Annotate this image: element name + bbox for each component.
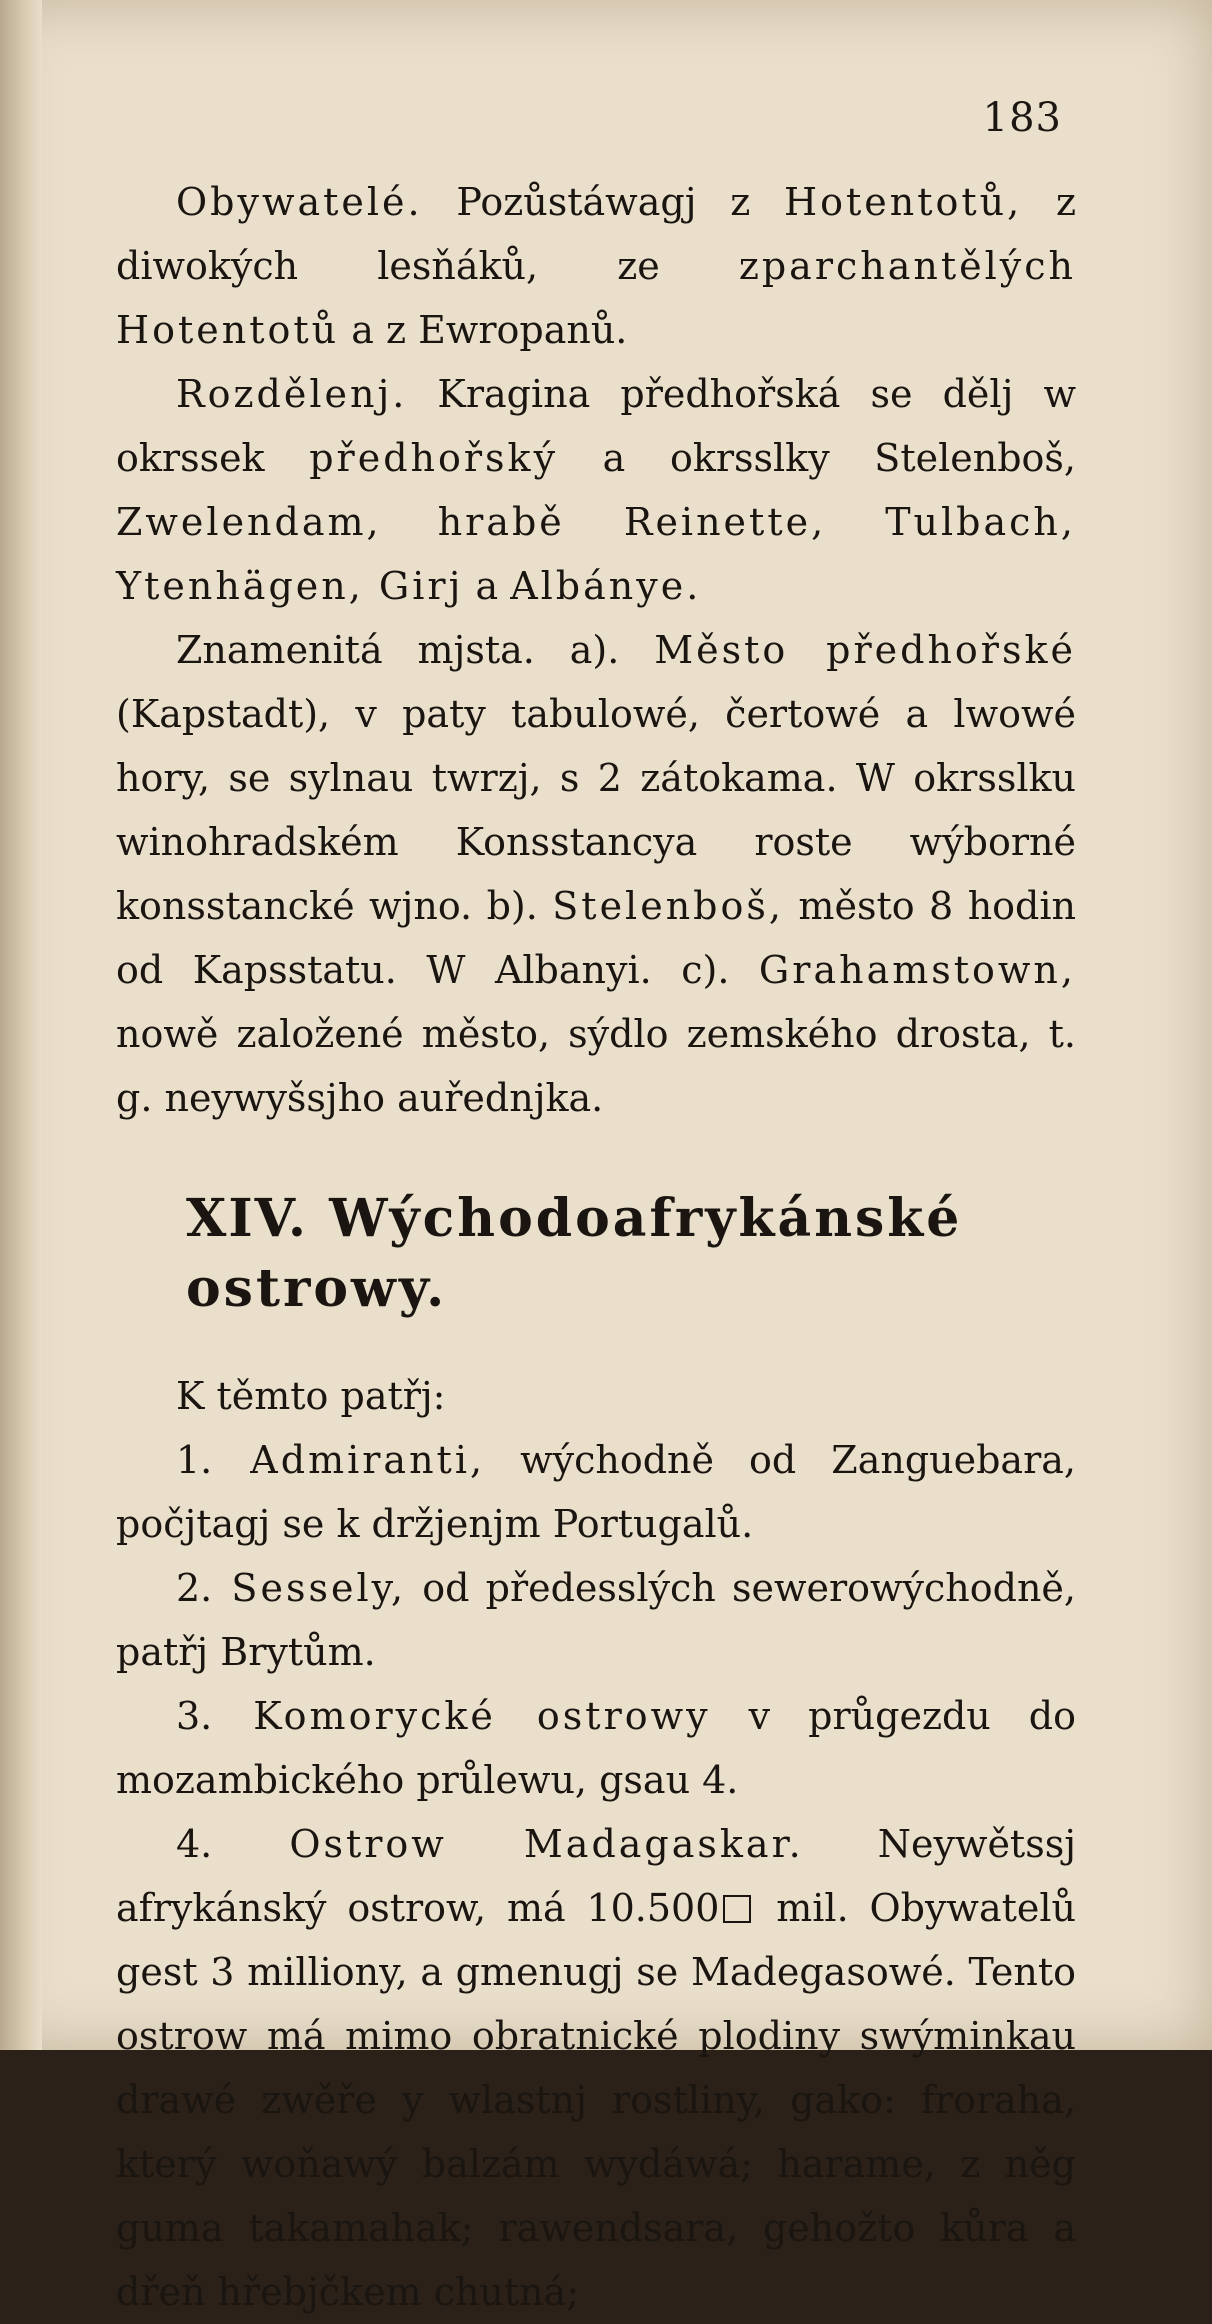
list-item-text: v průgezdu do mozambického průlewu, gsau 4. bbox=[116, 1694, 1076, 1802]
term-inhabitants: Obywatelé. bbox=[176, 180, 423, 224]
list-item-sessely bbox=[116, 1556, 1076, 1684]
text-fragment: a z Ewropanů. bbox=[339, 308, 628, 352]
term-hottentots: Hotentotů, bbox=[784, 180, 1023, 224]
list-item-comoros bbox=[116, 1684, 1076, 1812]
list-item-number: 2. bbox=[176, 1566, 213, 1610]
page-gutter bbox=[0, 0, 42, 2050]
text-fragment: z diwokých lesňáků, ze bbox=[116, 180, 1077, 288]
square-mile-symbol-icon bbox=[723, 1895, 751, 1923]
term-zwelendam: Zwelendam, bbox=[116, 500, 382, 544]
list-item-text: od předesslých sewerowýchodně, patřj Brytům. bbox=[116, 1566, 1076, 1674]
term-districts: hrabě Reinette, Tulbach, Ytenhägen, Girj bbox=[116, 500, 1076, 608]
text-fragment: město 8 hodin od Kapsstatu. W Albanyi. c). bbox=[116, 884, 1076, 992]
term-grahamstown: Grahamstown, bbox=[758, 948, 1076, 992]
page-text bbox=[116, 170, 1076, 2324]
paragraph-inhabitants bbox=[116, 170, 1076, 362]
term-cape-district: předhořský bbox=[309, 436, 559, 480]
section-heading bbox=[186, 1184, 1076, 1324]
section-title: Wýchodoafrykánské ostrowy. bbox=[186, 1188, 963, 1319]
text-fragment: Kragina předhořská se dělj w okrssek bbox=[116, 372, 1076, 480]
paragraph-notable-places bbox=[116, 618, 1076, 1130]
list-item-name: Ostrow Madagaskar. bbox=[212, 1822, 804, 1866]
text-fragment: nowě založené město, sýdlo zemského drosta, t. g. neywyšsjho auřednjka. bbox=[116, 1012, 1076, 1120]
list-item-madagascar bbox=[116, 1812, 1076, 2324]
text-fragment: a okrsslky Stelenboš, bbox=[558, 436, 1076, 480]
term-stellenbosch: Stelenboš, bbox=[552, 884, 784, 928]
list-item-text: Neywětssj afrykánský ostrow, má 10.500 bbox=[116, 1822, 1076, 1930]
list-item-admiranti bbox=[116, 1428, 1076, 1556]
list-item-number: 3. bbox=[176, 1694, 213, 1738]
page-number: 183 bbox=[982, 95, 1062, 141]
list-item-name: Komorycké ostrowy bbox=[212, 1694, 711, 1738]
text-fragment: Znamenitá mjsta. a). bbox=[176, 628, 655, 672]
list-item-name: Sessely, bbox=[212, 1566, 407, 1610]
list-item-text: wýchodně od Zanguebara, počjtagj se k držjenjm Portugalů. bbox=[116, 1438, 1076, 1546]
term-cape-town: Město předhořské bbox=[654, 628, 1076, 672]
section-number: XIV. bbox=[186, 1188, 309, 1249]
text-fragment: a bbox=[463, 564, 511, 608]
term-bastard-hottentots: zparchantělých Hotentotů bbox=[116, 244, 1076, 352]
list-intro: K těmto patřj: bbox=[176, 1374, 446, 1418]
text-fragment bbox=[382, 500, 438, 544]
list-item-text: mil. Obywatelů gest 3 milliony, a gmenugj se Madegasowé. Tento ostrow má mimo obratnické plodiny swýminkau drawé zwěře y wlastnj rostliny, gako: froraha, který woňawý balzám wydáwá; harame, z něg guma takamahak; rawendsara, gehožto kůra a dřeň hřebjčkem chutná; bbox=[116, 1886, 1077, 2314]
text-fragment: (Kapstadt), v paty tabulowé, čertowé a lwowé hory, se sylnau twrzj, s 2 zátokama. W okrsslku winohradském Konsstancya roste wýborné konsstancké wjno. b). bbox=[116, 692, 1076, 928]
term-albany: Albánye. bbox=[510, 564, 702, 608]
list-item-name: Admiranti, bbox=[212, 1438, 486, 1482]
text-fragment: Pozůstáwagj z bbox=[422, 180, 784, 224]
list-item-number: 1. bbox=[176, 1438, 213, 1482]
list-item-number: 4. bbox=[176, 1822, 213, 1866]
term-division: Rozdělenj. bbox=[176, 372, 408, 416]
paragraph-division bbox=[116, 362, 1076, 618]
